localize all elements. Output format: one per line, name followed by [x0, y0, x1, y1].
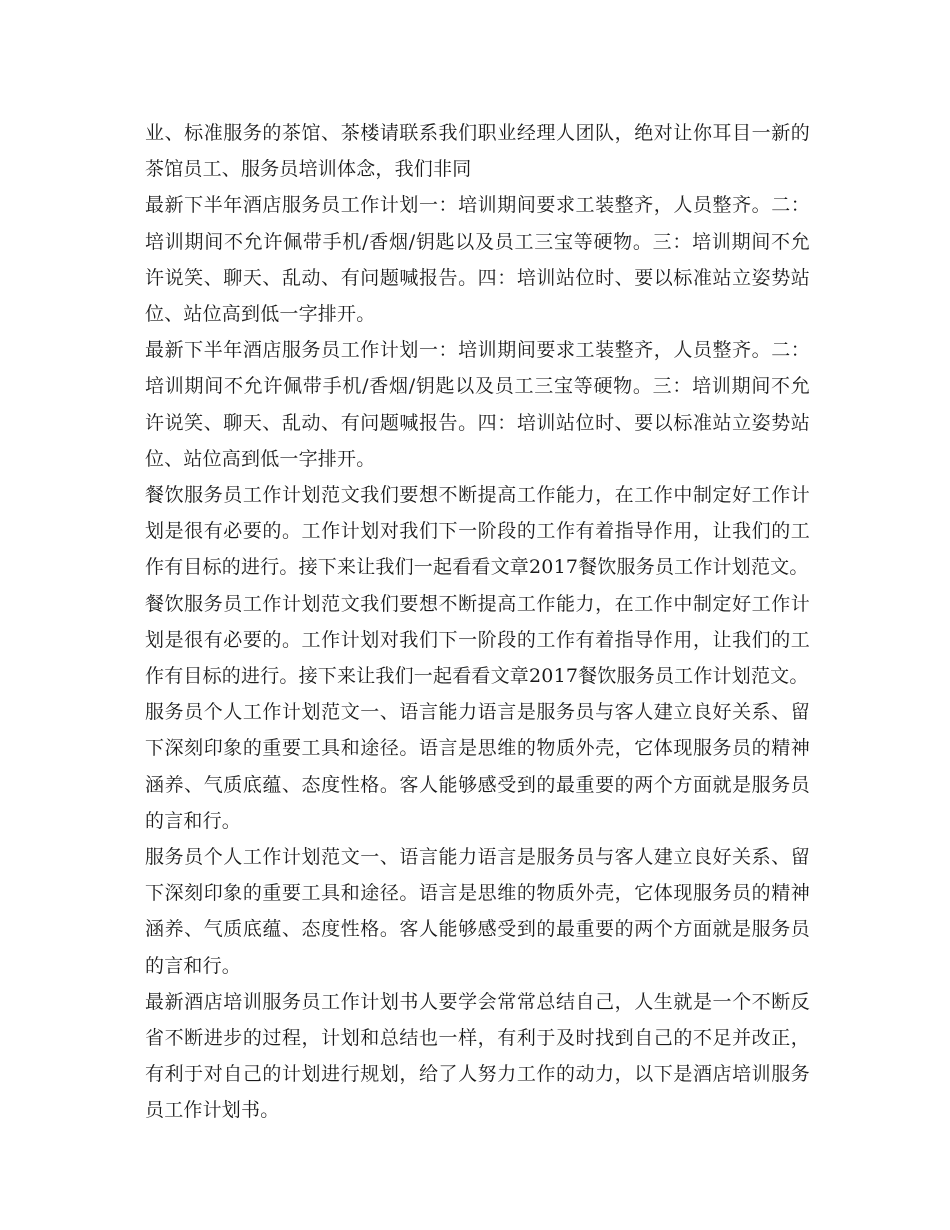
paragraph-6: 服务员个人工作计划范文一、语言能力语言是服务员与客人建立良好关系、留下深刻印象的重要工具和途径。语言是思维的物质外壳，它体现服务员的精神涵养、气质底蕴、态度性格。客人能够感受到的最重要的两个方面就是服务员的言和行。: [145, 701, 810, 832]
paragraph-7: 服务员个人工作计划范文一、语言能力语言是服务员与客人建立良好关系、留下深刻印象的重要工具和途径。语言是思维的物质外壳，它体现服务员的精神涵养、气质底蕴、态度性格。客人能够感受到的最重要的两个方面就是服务员的言和行。: [145, 846, 810, 977]
document-body: [145, 115, 810, 1129]
paragraph-8: 最新酒店培训服务员工作计划书人要学会常常总结自己，人生就是一个不断反省不断进步的过程，计划和总结也一样，有利于及时找到自己的不足并改正，有利于对自己的计划进行规划，给了人努力工作的动力，以下是酒店培训服务员工作计划书。: [145, 990, 810, 1122]
paragraph-4: 餐饮服务员工作计划范文我们要想不断提高工作能力，在工作中制定好工作计划是很有必要的。工作计划对我们下一阶段的工作有着指导作用，让我们的工作有目标的进行。接下来让我们一起看看文章2017餐饮服务员工作计划范文。: [145, 484, 810, 579]
paragraph-1: 业、标准服务的茶馆、茶楼请联系我们职业经理人团队，绝对让你耳目一新的茶馆员工、服务员培训体念，我们非同: [145, 122, 810, 181]
paragraph-3: 最新下半年酒店服务员工作计划一：培训期间要求工装整齐，人员整齐。二：培训期间不允许佩带手机/香烟/钥匙以及员工三宝等硬物。三：培训期间不允许说笑、聊天、乱动、有问题喊报告。四：培训站位时、要以标准站立姿势站位、站位高到低一字排开。: [145, 339, 810, 470]
paragraph-2: 最新下半年酒店服务员工作计划一：培训期间要求工装整齐，人员整齐。二：培训期间不允许佩带手机/香烟/钥匙以及员工三宝等硬物。三：培训期间不允许说笑、聊天、乱动、有问题喊报告。四：培训站位时、要以标准站立姿势站位、站位高到低一字排开。: [145, 194, 810, 326]
paragraph-5: 餐饮服务员工作计划范文我们要想不断提高工作能力，在工作中制定好工作计划是很有必要的。工作计划对我们下一阶段的工作有着指导作用，让我们的工作有目标的进行。接下来让我们一起看看文章2017餐饮服务员工作计划范文。: [145, 592, 810, 688]
